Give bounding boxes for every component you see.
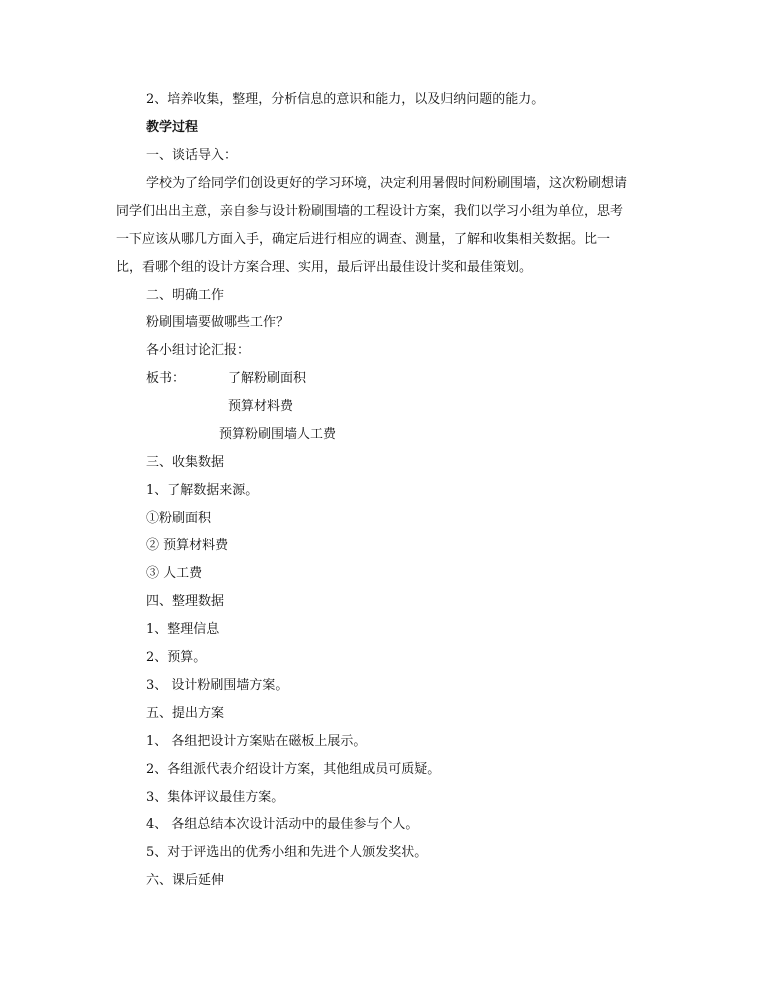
section-6-title: 六、课后延伸 xyxy=(146,873,225,888)
data-source-item: ② 预算材料费 xyxy=(146,538,229,553)
intro-line: 同学们出出主意，亲自参与设计粉刷围墙的工程设计方案，我们以学习小组为单位，思考 xyxy=(116,204,624,219)
data-source-item: ③ 人工费 xyxy=(146,566,203,581)
intro-line: 比，看哪个组的设计方案合理、实用，最后评出最佳设计奖和最佳策划。 xyxy=(116,260,533,275)
section-5-item: 3、集体评议最佳方案。 xyxy=(146,790,285,805)
section-2-report: 各小组讨论汇报： xyxy=(146,343,251,358)
board-label: 板书： xyxy=(146,371,186,386)
section-5-title: 五、提出方案 xyxy=(146,706,225,721)
section-4-item: 3、 设计粉刷围墙方案。 xyxy=(146,678,289,693)
board-item: 了解粉刷面积 xyxy=(228,371,307,386)
objective-2: 2、培养收集，整理，分析信息的意识和能力，以及归纳问题的能力。 xyxy=(146,92,545,107)
section-4-title: 四、整理数据 xyxy=(146,594,225,609)
section-3-item: 1、了解数据来源。 xyxy=(146,483,259,498)
section-2-title: 二、明确工作 xyxy=(146,288,225,303)
section-3-title: 三、收集数据 xyxy=(146,455,225,470)
section-4-item: 1、整理信息 xyxy=(146,622,220,637)
intro-line: 学校为了给同学们创设更好的学习环境，决定利用暑假时间粉刷围墙，这次粉刷想请 xyxy=(146,176,628,191)
section-1-title: 一、谈话导入： xyxy=(146,148,238,163)
section-5-item: 4、 各组总结本次设计活动中的最佳参与个人。 xyxy=(146,817,419,832)
intro-paragraph xyxy=(116,175,654,287)
board-item: 预算材料费 xyxy=(228,399,294,414)
intro-line: 一下应该从哪几方面入手，确定后进行相应的调查、测量，了解和收集相关数据。比一 xyxy=(116,232,611,247)
data-source-item: ①粉刷面积 xyxy=(146,511,212,526)
section-5-item: 1、 各组把设计方案贴在磁板上展示。 xyxy=(146,734,367,749)
section-4-item: 2、预算。 xyxy=(146,650,207,665)
section-2-question: 粉刷围墙要做哪些工作？ xyxy=(146,315,290,330)
board-item: 预算粉刷围墙人工费 xyxy=(219,427,337,442)
section-5-item: 2、各组派代表介绍设计方案，其他组成员可质疑。 xyxy=(146,762,441,777)
section-5-item: 5、对于评选出的优秀小组和先进个人颁发奖状。 xyxy=(146,845,428,860)
heading-teaching-process: 教学过程 xyxy=(146,120,199,135)
